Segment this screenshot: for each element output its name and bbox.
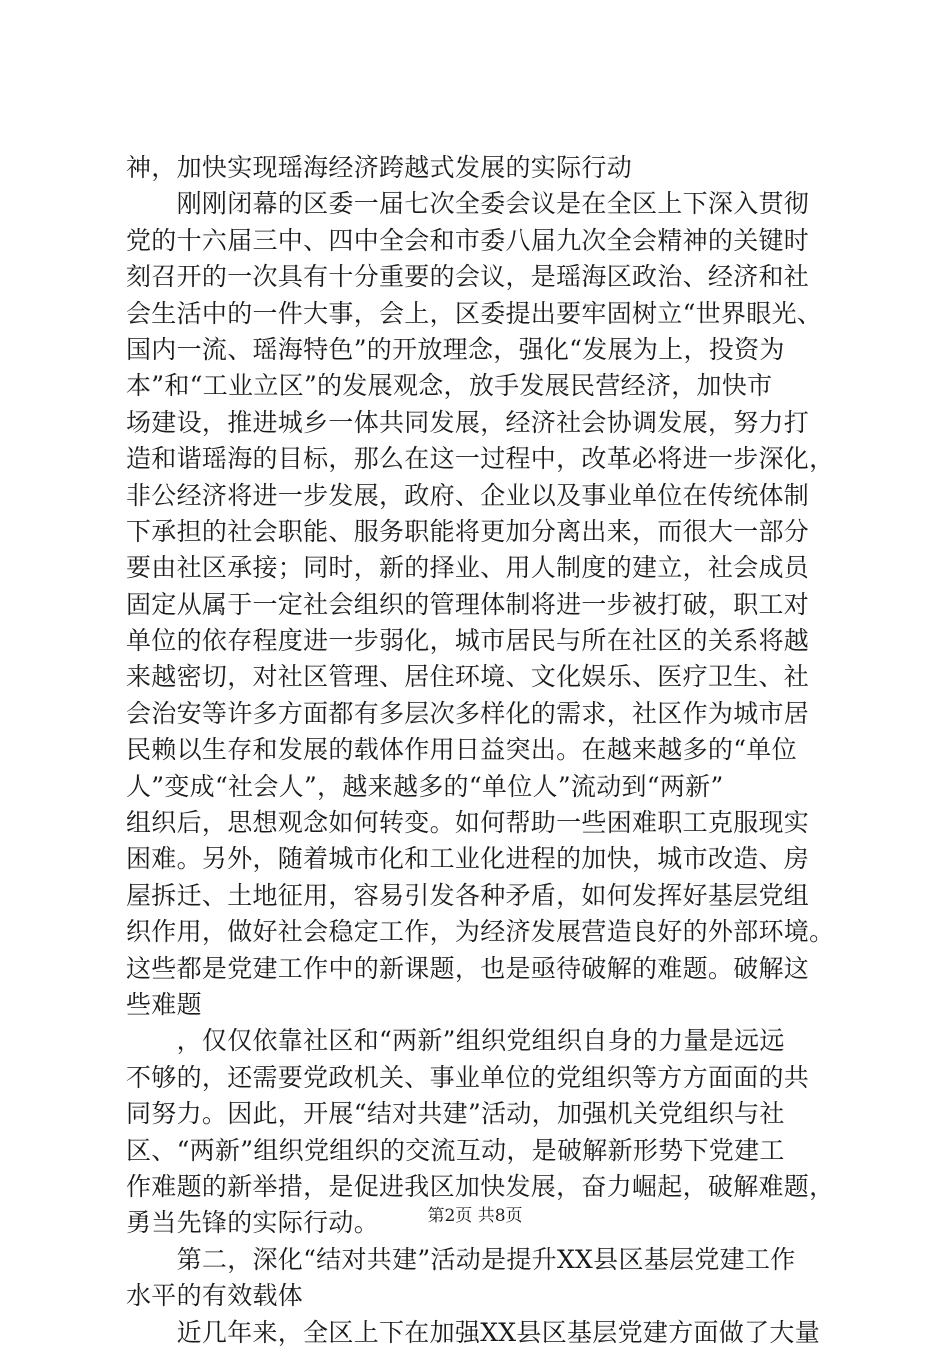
text-line: 作难题的新举措，是促进我区加快发展，奋力崛起，破解难题， <box>126 1171 835 1201</box>
text-line: 本”和“工业立区”的发展观念，放手发展民营经济，加快市 <box>126 371 773 401</box>
text-line: 困难。另外，随着城市化和工业化进程的加快，城市改造、房 <box>126 844 810 874</box>
text-line: 织作用，做好社会稳定工作，为经济发展营造良好的外部环境。 <box>126 917 835 947</box>
text-line: 人”变成“社会人”，越来越多的“单位人”流动到“两新” <box>126 771 724 801</box>
text-line: 党的十六届三中、四中全会和市委八届九次全会精神的关键时 <box>126 225 810 255</box>
text-line: 会治安等许多方面都有多层次多样化的需求，社区作为城市居 <box>126 698 810 728</box>
text-line: 要由社区承接；同时，新的择业、用人制度的建立，社会成员 <box>126 553 810 583</box>
text-line: 不够的，还需要党政机关、事业单位的党组织等方方面面的共 <box>126 1062 810 1092</box>
text-line: 非公经济将进一步发展，政府、企业以及事业单位在传统体制 <box>126 480 810 510</box>
text-line: 同努力。因此，开展“结对共建”活动，加强机关党组织与社 <box>126 1099 785 1129</box>
document-body <box>126 150 835 1351</box>
text-line: 造和谐瑶海的目标，那么在这一过程中，改革必将进一步深化， <box>126 444 835 474</box>
text-line: 来越密切，对社区管理、居住环境、文化娱乐、医疗卫生、社 <box>126 662 810 692</box>
text-line: 屋拆迁、土地征用，容易引发各种矛盾，如何发挥好基层党组 <box>126 880 810 910</box>
text-line: 区、“两新”组织党组织的交流互动，是破解新形势下党建工 <box>126 1135 785 1165</box>
text-line: 下承担的社会职能、服务职能将更加分离出来，而很大一部分 <box>126 516 810 546</box>
text-line: 神，加快实现瑶海经济跨越式发展的实际行动 <box>126 153 633 182</box>
text-line: 单位的依存程度进一步弱化，城市居民与所在社区的关系将越 <box>126 626 810 656</box>
text-line: 勇当先锋的实际行动。 <box>126 1208 380 1238</box>
text-line: 组织后，思想观念如何转变。如何帮助一些困难职工克服现实 <box>126 808 810 838</box>
page-number-footer: 第2页 共8页 <box>427 1206 523 1226</box>
text-line: 近几年来，全区上下在加强XX县区基层党建方面做了大量 <box>126 1317 820 1347</box>
text-line: 第二，深化“结对共建”活动是提升XX县区基层党建工作 <box>126 1244 796 1274</box>
text-line: 会生活中的一件大事，会上，区委提出要牢固树立“世界眼光、 <box>126 298 823 328</box>
text-line: 些难题 <box>126 989 202 1019</box>
text-line: 这些都是党建工作中的新课题，也是亟待破解的难题。破解这 <box>126 953 810 983</box>
text-line: 民赖以生存和发展的载体作用日益突出。在越来越多的“单位 <box>126 735 797 765</box>
text-line: 刚刚闭幕的区委一届七次全委会议是在全区上下深入贯彻 <box>126 189 810 219</box>
text-line: 固定从属于一定社会组织的管理体制将进一步被打破，职工对 <box>126 589 810 619</box>
text-line: 国内一流、瑶海特色”的开放理念，强化“发展为上，投资为 <box>126 334 785 364</box>
text-line: 刻召开的一次具有十分重要的会议，是瑶海区政治、经济和社 <box>126 262 810 292</box>
text-line: 场建设，推进城乡一体共同发展，经济社会协调发展，努力打 <box>126 407 810 437</box>
text-line: 水平的有效载体 <box>126 1281 304 1311</box>
text-line: ，仅仅依靠社区和“两新”组织党组织自身的力量是远远 <box>126 1026 785 1056</box>
